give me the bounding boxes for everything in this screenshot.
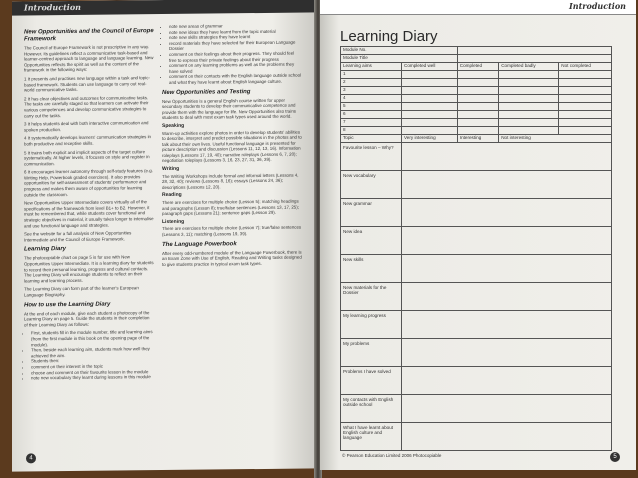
intro-paragraph: The Council of Europe Framework is not prescriptive in any way. However, its guidelines reflect a communicative task-based and learner-centred approach to language and language learning. New Opportunities reflects the spirit as well as the content of the framework in the following ways: xyxy=(24,44,154,73)
section-label: New idea xyxy=(341,227,402,255)
write-in-cell xyxy=(402,255,612,283)
cell xyxy=(402,103,458,111)
table-row xyxy=(341,127,612,135)
table-row xyxy=(341,95,612,103)
diary-title: Learning Diary xyxy=(340,28,438,45)
cell xyxy=(559,103,612,111)
left-page-header xyxy=(12,0,318,16)
subheading: Reading xyxy=(162,192,182,199)
section-label: My contacts with English outside school xyxy=(341,395,402,423)
write-in-cell xyxy=(402,395,612,423)
framework-points xyxy=(24,75,154,198)
cell xyxy=(499,79,559,87)
column-header: Not interesting xyxy=(499,135,612,143)
section-label: New materials for the Dossier xyxy=(341,283,402,311)
aim-number: 8 xyxy=(341,127,402,135)
write-in-cell xyxy=(402,367,612,395)
paragraph: See the website for a full analysis of New Opportunities Intermediate and the Council of Europe Framework. xyxy=(24,230,132,243)
paragraph: The Learning Diary can form part of the learner's European Language Biography. xyxy=(24,285,139,298)
paragraph: New Opportunities Upper Intermediate covers virtually all of the specifications of the framework from level B1+ to B2. However, it must be remembered that, while students cover functional and strategic objectives in material, it usually takes longer to internalise and use functional language and strategies. xyxy=(24,199,154,229)
steps-list-continued xyxy=(162,23,302,86)
cell xyxy=(457,95,498,103)
table-header-row xyxy=(341,63,612,71)
list-item: • comment on any learning problems as well as the problems they have solved xyxy=(169,62,302,75)
copyright-notice: © Pearson Education Limited 2006 Photocopiable xyxy=(342,453,442,458)
list-item: • First, students fill in the module number, title and learning aims (from the first module in this book on the opening page of the module). xyxy=(31,329,154,347)
paragraph: There are exercises for multiple choice (Lesson 7); true/false sentences (Lessons 3, 11); matching (Lessons 19, 39). xyxy=(162,224,302,238)
section-label: New grammar xyxy=(341,199,402,227)
write-in-cell xyxy=(402,283,612,311)
framework-point: 1 It presents and practises new language within a task and topic-based framework. Students can use language to carry out real-world communicative tasks. xyxy=(24,75,150,93)
section-label: What I have learnt about English culture and language xyxy=(341,423,402,451)
list-item: • record materials they have selected for their European Language Dossier xyxy=(169,39,302,52)
steps-list xyxy=(24,329,154,381)
list-item: • comment on their contacts with the English language outside school and what they have learnt about English language culture. xyxy=(169,73,302,86)
cell xyxy=(499,103,559,111)
open-book xyxy=(8,0,636,478)
cell xyxy=(457,71,498,79)
framework-point: 4 It systematically develops learners' communication strategies in both productive and receptive skills. xyxy=(24,134,152,147)
cell xyxy=(559,79,612,87)
section-label: New vocabulary xyxy=(341,171,402,199)
list-item: • note new areas of grammar xyxy=(169,23,302,30)
list-item: • comment on their feelings about their progress. They should feel free to express their private feelings about their progress xyxy=(169,51,302,64)
table-row xyxy=(341,255,612,283)
column-header: Topic xyxy=(341,135,402,143)
section-title: New Opportunities and the Council of Europe Framework xyxy=(24,28,154,43)
list-item: • Then, beside each learning aim, students mark how well they achieved the aim. xyxy=(31,346,154,358)
table-row xyxy=(341,339,612,367)
subheading: Writing xyxy=(162,165,180,173)
column-header: Interesting xyxy=(457,135,498,143)
cell xyxy=(457,79,498,87)
cell xyxy=(559,71,612,79)
paragraph: The photocopiable chart on page 5 is for use with New Opportunities Upper Intermediate. It is a learning diary for students to record their personal learning, progress and cultural contacts. The Learning Diary will encourage students to reflect on their learning and learning process. xyxy=(24,254,154,284)
cell xyxy=(402,95,458,103)
table-row xyxy=(341,119,612,127)
cell xyxy=(559,127,612,135)
column-header: Learning aims xyxy=(341,63,402,71)
table-row xyxy=(341,367,612,395)
cell xyxy=(457,111,498,119)
table-row xyxy=(341,47,612,55)
table-row xyxy=(341,227,612,255)
framework-point: 2 It has clear objectives and outcomes for communicative tasks. The tasks are carefully staged so that learners can activate their various competences and develop communicative strategies to carry out the tasks. xyxy=(24,94,149,119)
left-header-label: Introduction xyxy=(24,1,81,13)
module-title-label: Module Title xyxy=(341,55,458,63)
cell xyxy=(559,95,612,103)
section-label: New skills xyxy=(341,255,402,283)
column-header: Very interesting xyxy=(402,135,458,143)
list-item: • note new skills strategies they have learnt xyxy=(169,34,302,41)
cell xyxy=(499,95,559,103)
right-page-header xyxy=(320,0,636,15)
cell xyxy=(499,87,559,95)
table-row xyxy=(341,143,612,171)
list-item: • comment on their interest in the topic xyxy=(31,363,154,370)
column-header: Not completed xyxy=(559,63,612,71)
cell xyxy=(499,111,559,119)
module-title-field xyxy=(457,55,611,63)
section-title: New Opportunities and Testing xyxy=(162,88,251,96)
table-row xyxy=(341,171,612,199)
cell xyxy=(402,119,458,127)
aim-number: 3 xyxy=(341,87,402,95)
cell xyxy=(499,71,559,79)
section-label: Favourite lesson – Why? xyxy=(341,143,402,171)
cell xyxy=(559,119,612,127)
table-row xyxy=(341,103,612,111)
cell xyxy=(402,87,458,95)
section-label: My problems xyxy=(341,339,402,367)
table-row xyxy=(341,199,612,227)
cell xyxy=(499,119,559,127)
table-row xyxy=(341,79,612,87)
write-in-cell xyxy=(402,227,612,255)
list-item: • note new vocabulary they learnt during lessons in this module xyxy=(31,374,154,381)
cell xyxy=(559,111,612,119)
left-page xyxy=(12,0,318,472)
module-no-field xyxy=(457,47,611,55)
paragraph: Warm-up activities explore photos in order to develop students' abilities to describe, interpret and predict possible situations in the photos and to talk about their own lives. Useful functional language is presented for picture description and discussion (Lessons 11, 12, 13, 16). Information roleplays (Lessons 17, 19, 40); narrative roleplays (Lessons 6, 7, 20); negotiation roleplays (Lessons 3, 16, 23, 27, 31, 36, 39). xyxy=(162,129,302,164)
table-row xyxy=(341,71,612,79)
table-row xyxy=(341,395,612,423)
write-in-cell xyxy=(402,339,612,367)
list-item: • choose and comment on their favourite lesson in the module xyxy=(31,369,154,376)
module-no-label: Module No. xyxy=(341,47,458,55)
page-number: 5 xyxy=(610,452,620,462)
aim-number: 5 xyxy=(341,103,402,111)
cell xyxy=(402,127,458,135)
page-number: 4 xyxy=(26,453,36,463)
section-title: Learning Diary xyxy=(24,246,67,253)
write-in-cell xyxy=(402,311,612,339)
paragraph: New Opportunities is a general English course written for upper secondary students to develop their communicative competence and provide them with the language for life. New Opportunities also trains students to deal with most exam task types used around the world. xyxy=(162,97,296,121)
table-row xyxy=(341,55,612,63)
cell xyxy=(559,87,612,95)
cell xyxy=(402,79,458,87)
right-header-label: Introduction xyxy=(569,1,626,11)
list-item: • Students then: xyxy=(31,357,154,364)
paragraph: At the end of each module, give each student a photocopy of the Learning Diary on page 5. Guide the students in their completion of their Learning Diary as follows: xyxy=(24,309,150,328)
cell xyxy=(457,103,498,111)
framework-point: 5 It trains both explicit and implicit aspects of the target culture systematically. At higher levels, it focuses on style and register in communication. xyxy=(24,148,150,167)
write-in-cell xyxy=(402,423,612,451)
aim-number: 1 xyxy=(341,71,402,79)
learning-diary-table xyxy=(340,46,612,451)
write-in-cell xyxy=(402,143,612,171)
table-row xyxy=(341,87,612,95)
framework-point: 3 It helps students deal with both interactive communication and spoken production. xyxy=(24,120,149,133)
aim-number: 7 xyxy=(341,119,402,127)
section-label: My learning progress xyxy=(341,311,402,339)
table-row xyxy=(341,283,612,311)
write-in-cell xyxy=(402,171,612,199)
left-column-2 xyxy=(162,23,302,271)
cell xyxy=(402,111,458,119)
paragraph: The Writing Workshops include formal and informal letters (Lessons 4, 28, 32, 40); reviews (Lessons 8, 16); essays (Lessons 24, 36); descriptions (Lessons 12, 20). xyxy=(162,172,299,190)
aim-number: 2 xyxy=(341,79,402,87)
section-label: Problems I have solved xyxy=(341,367,402,395)
cell xyxy=(402,71,458,79)
column-header: Completed badly xyxy=(499,63,559,71)
table-row xyxy=(341,311,612,339)
section-title: How to use the Learning Diary xyxy=(24,301,111,309)
cell xyxy=(457,127,498,135)
right-page xyxy=(320,0,636,470)
aim-number: 6 xyxy=(341,111,402,119)
cell xyxy=(457,87,498,95)
cell xyxy=(499,127,559,135)
column-header: Completed well xyxy=(402,63,458,71)
left-column-1 xyxy=(24,24,154,384)
subheading: Listening xyxy=(162,218,185,225)
section-title: The Language Powerbook xyxy=(162,240,237,248)
subheading: Speaking xyxy=(162,122,185,129)
table-row xyxy=(341,111,612,119)
paragraph: There are exercises for multiple choice (Lesson 5); matching headings and paragraphs (Lesson 8); true/false sentences (Lessons 13, 17, 25); paragraph gaps (Lessons 21); sentence gaps (Lesson 29). xyxy=(162,198,299,217)
table-header-row xyxy=(341,135,612,143)
framework-point: 6 It encourages learner autonomy through self-study features (e.g. Writing Help, Powerbook graded exercises). It also provides opportunities for self-assessment of students' performance and progress and makes them aware of opportunities for learning outside the classroom. xyxy=(24,168,153,198)
aim-number: 4 xyxy=(341,95,402,103)
table-row xyxy=(341,423,612,451)
paragraph: After every odd-numbered module of the Language Powerbook, there is an Exam Zone with Use of English, Reading and Writing tasks designed to give students practice in typical exam task types. xyxy=(162,249,302,267)
column-header: Completed xyxy=(457,63,498,71)
cell xyxy=(457,119,498,127)
write-in-cell xyxy=(402,199,612,227)
list-item: • note new ideas they have learnt from the topic material xyxy=(169,28,302,35)
